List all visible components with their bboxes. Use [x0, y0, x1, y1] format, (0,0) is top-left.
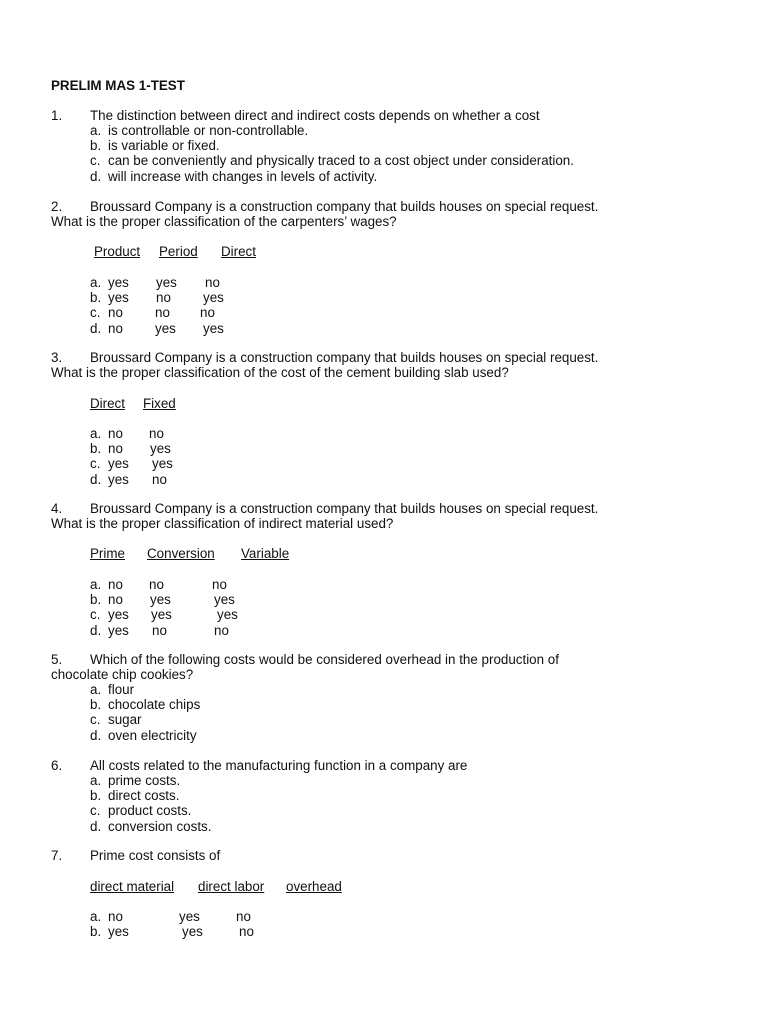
- question-text-continued: chocolate chip cookies?: [51, 667, 194, 682]
- answer-option: a. is controllable or non-controllable.: [90, 123, 309, 138]
- column-header: Direct: [90, 396, 125, 411]
- answer-option: b. direct costs.: [90, 788, 180, 804]
- document-page: PRELIM MAS 1-TEST 1. The distinction between direct and indirect costs depends on whether a cost a. is controllable or non-controllable. b. is variable or fixed. c. can be conveniently and physically traced to a cost object under consideration. d. will increase with changes in levels of activity. 2. Broussard Company is a construction company that builds houses on special request. What is the proper classification of the carpenters’ wages? Product Period Direct a. yes yes no b. yes no yes c. no no no d. no yes yes 3. Broussard Company is a construction company that builds houses on special request. What is the proper classification of the cost of the cement building slab used? Direct Fixed a. no no b. no yes c. yes yes d. yes no 4. Broussard Company is a construction company that builds houses on special request. What is the proper classification of indirect material used? Prime Conversion Variable a. no no no b. no yes yes c. yes yes yes d. yes no no 5. Which of the following costs would be considered overhead in the production of chocolate chip cookies? a. flour b. chocolate chips c. sugar d. oven electricity 6. All costs related to the manufacturing function in a company are a. prime costs. b. direct costs. c. product costs. d. conversion costs. 7. Prime cost consists of direct material direct labor overhead a. no yes no b. yes yes no: [51, 78, 599, 940]
- document-title: PRELIM MAS 1-TEST: [51, 78, 185, 93]
- column-header: overhead: [286, 879, 342, 894]
- column-header: direct labor: [198, 879, 265, 894]
- answer-option: a. flour: [90, 682, 135, 697]
- question-number: 2.: [51, 199, 63, 214]
- column-header: Fixed: [143, 396, 176, 411]
- question-text-continued: What is the proper classification of the cost of the cement building slab used?: [51, 365, 509, 380]
- question-text-continued: What is the proper classification of the carpenters’ wages?: [51, 214, 397, 229]
- question-text: Broussard Company is a construction company that builds houses on special request.: [90, 501, 599, 516]
- question-text: Prime cost consists of: [90, 848, 221, 863]
- question-text: Which of the following costs would be considered overhead in the production of: [90, 652, 559, 667]
- answer-option: b. is variable or fixed.: [90, 138, 220, 154]
- question-text: The distinction between direct and indirect costs depends on whether a cost: [90, 108, 540, 123]
- answer-option: d. will increase with changes in levels of activity.: [90, 168, 378, 184]
- answer-option: c. can be conveniently and physically traced to a cost object under consideration.: [90, 153, 574, 169]
- answer-options: [90, 773, 211, 834]
- column-header: Conversion: [147, 546, 215, 561]
- question-number: 3.: [51, 350, 63, 365]
- column-header: Variable: [241, 546, 290, 561]
- answer-option: c. sugar: [90, 712, 142, 728]
- question-number: 6.: [51, 758, 63, 773]
- column-header: Period: [159, 244, 198, 259]
- column-header: Product: [94, 244, 141, 259]
- question-number: 5.: [51, 652, 63, 667]
- column-header: direct material: [90, 879, 175, 894]
- column-header: Direct: [221, 244, 256, 259]
- question-text: Broussard Company is a construction company that builds houses on special request.: [90, 350, 599, 365]
- question-number: 4.: [51, 501, 63, 516]
- answer-options: [90, 123, 574, 184]
- column-header: Prime: [90, 546, 125, 561]
- question-number: 1.: [51, 108, 63, 123]
- answer-option: a. prime costs.: [90, 773, 181, 788]
- question-text-continued: What is the proper classification of indirect material used?: [51, 516, 394, 531]
- question-text: All costs related to the manufacturing function in a company are: [90, 758, 468, 773]
- answer-option: b. chocolate chips: [90, 697, 201, 713]
- answer-option: d. oven electricity: [90, 727, 197, 743]
- answer-option: d. conversion costs.: [90, 818, 212, 834]
- answer-option: c. product costs.: [90, 803, 192, 819]
- question-number: 7.: [51, 848, 63, 863]
- answer-options: [90, 682, 200, 743]
- question-text: Broussard Company is a construction company that builds houses on special request.: [90, 199, 599, 214]
